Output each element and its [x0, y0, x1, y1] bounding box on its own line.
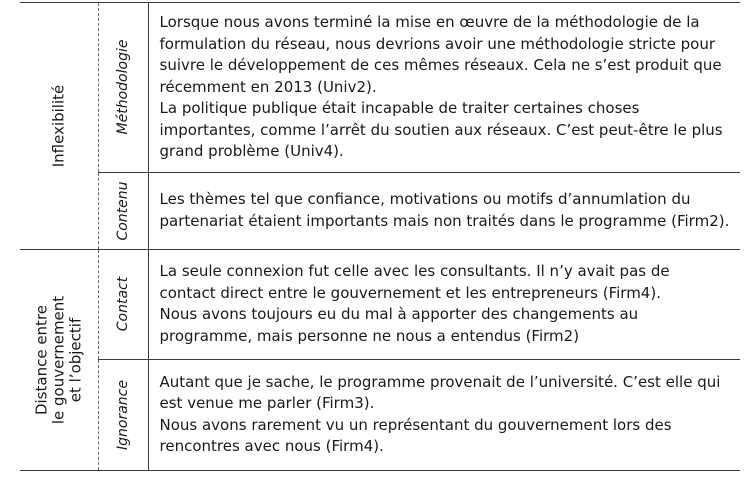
table-row — [20, 249, 740, 359]
quote-paragraph: La politique publique était incapable de traiter certaines choses importantes, comme l’arrêt du soutien aux réseaux. C’est peut-être le plus grand problème (Univ4). — [159, 99, 723, 160]
table-row — [20, 359, 740, 470]
table-row — [20, 172, 740, 249]
category-cell-inflexibility — [20, 3, 98, 250]
subcategory-cell — [98, 249, 148, 359]
subcategory-label-methodologie: Méthodologie — [115, 39, 131, 135]
quote-cell — [148, 3, 740, 173]
qualitative-findings-table — [20, 2, 740, 471]
subcategory-label-ignorance: Ignorance — [115, 379, 131, 450]
quote-paragraph: Autant que je sache, le programme provenait de l’université. C’est elle qui est venue me parler (Firm3). — [159, 372, 721, 412]
subcategory-cell — [98, 172, 148, 249]
quote-paragraph: La seule connexion fut celle avec les consultants. Il n’y avait pas de contact direct entre le gouvernement et les entrepreneurs (Firm4). — [159, 262, 670, 302]
subcategory-cell — [98, 3, 148, 173]
subcategory-cell — [98, 359, 148, 470]
subcategory-label-contenu: Contenu — [115, 180, 131, 241]
quote-cell — [148, 249, 740, 359]
quote-cell — [148, 172, 740, 249]
quote-paragraph: Nous avons rarement vu un représentant du gouvernement lors des rencontres avec nous (Firm4). — [159, 415, 672, 455]
category-cell-distance — [20, 249, 98, 470]
quote-paragraph: Nous avons toujours eu du mal à apporter des changements au programme, mais personne ne nous a entendus (Firm2) — [159, 305, 639, 345]
quote-paragraph: Les thèmes tel que confiance, motivations ou motifs d’annumlation du partenariat étaient importants mais non traités dans le programme (Firm2). — [159, 190, 730, 230]
quote-cell — [148, 359, 740, 470]
category-label-inflexibility: Inflexibilité — [49, 84, 68, 168]
category-label-distance: Distance entre le gouvernement et l’objectif — [32, 295, 85, 424]
table-row — [20, 3, 740, 173]
quote-paragraph: Lorsque nous avons terminé la mise en œuvre de la méthodologie de la formulation du réseau, nous devrions avoir une méthodologie stricte pour suivre le développement de ces mêmes réseaux. Cela ne s’est produit que récemment en 2013 (Univ2). — [159, 13, 722, 96]
subcategory-label-contact: Contact — [115, 276, 131, 332]
